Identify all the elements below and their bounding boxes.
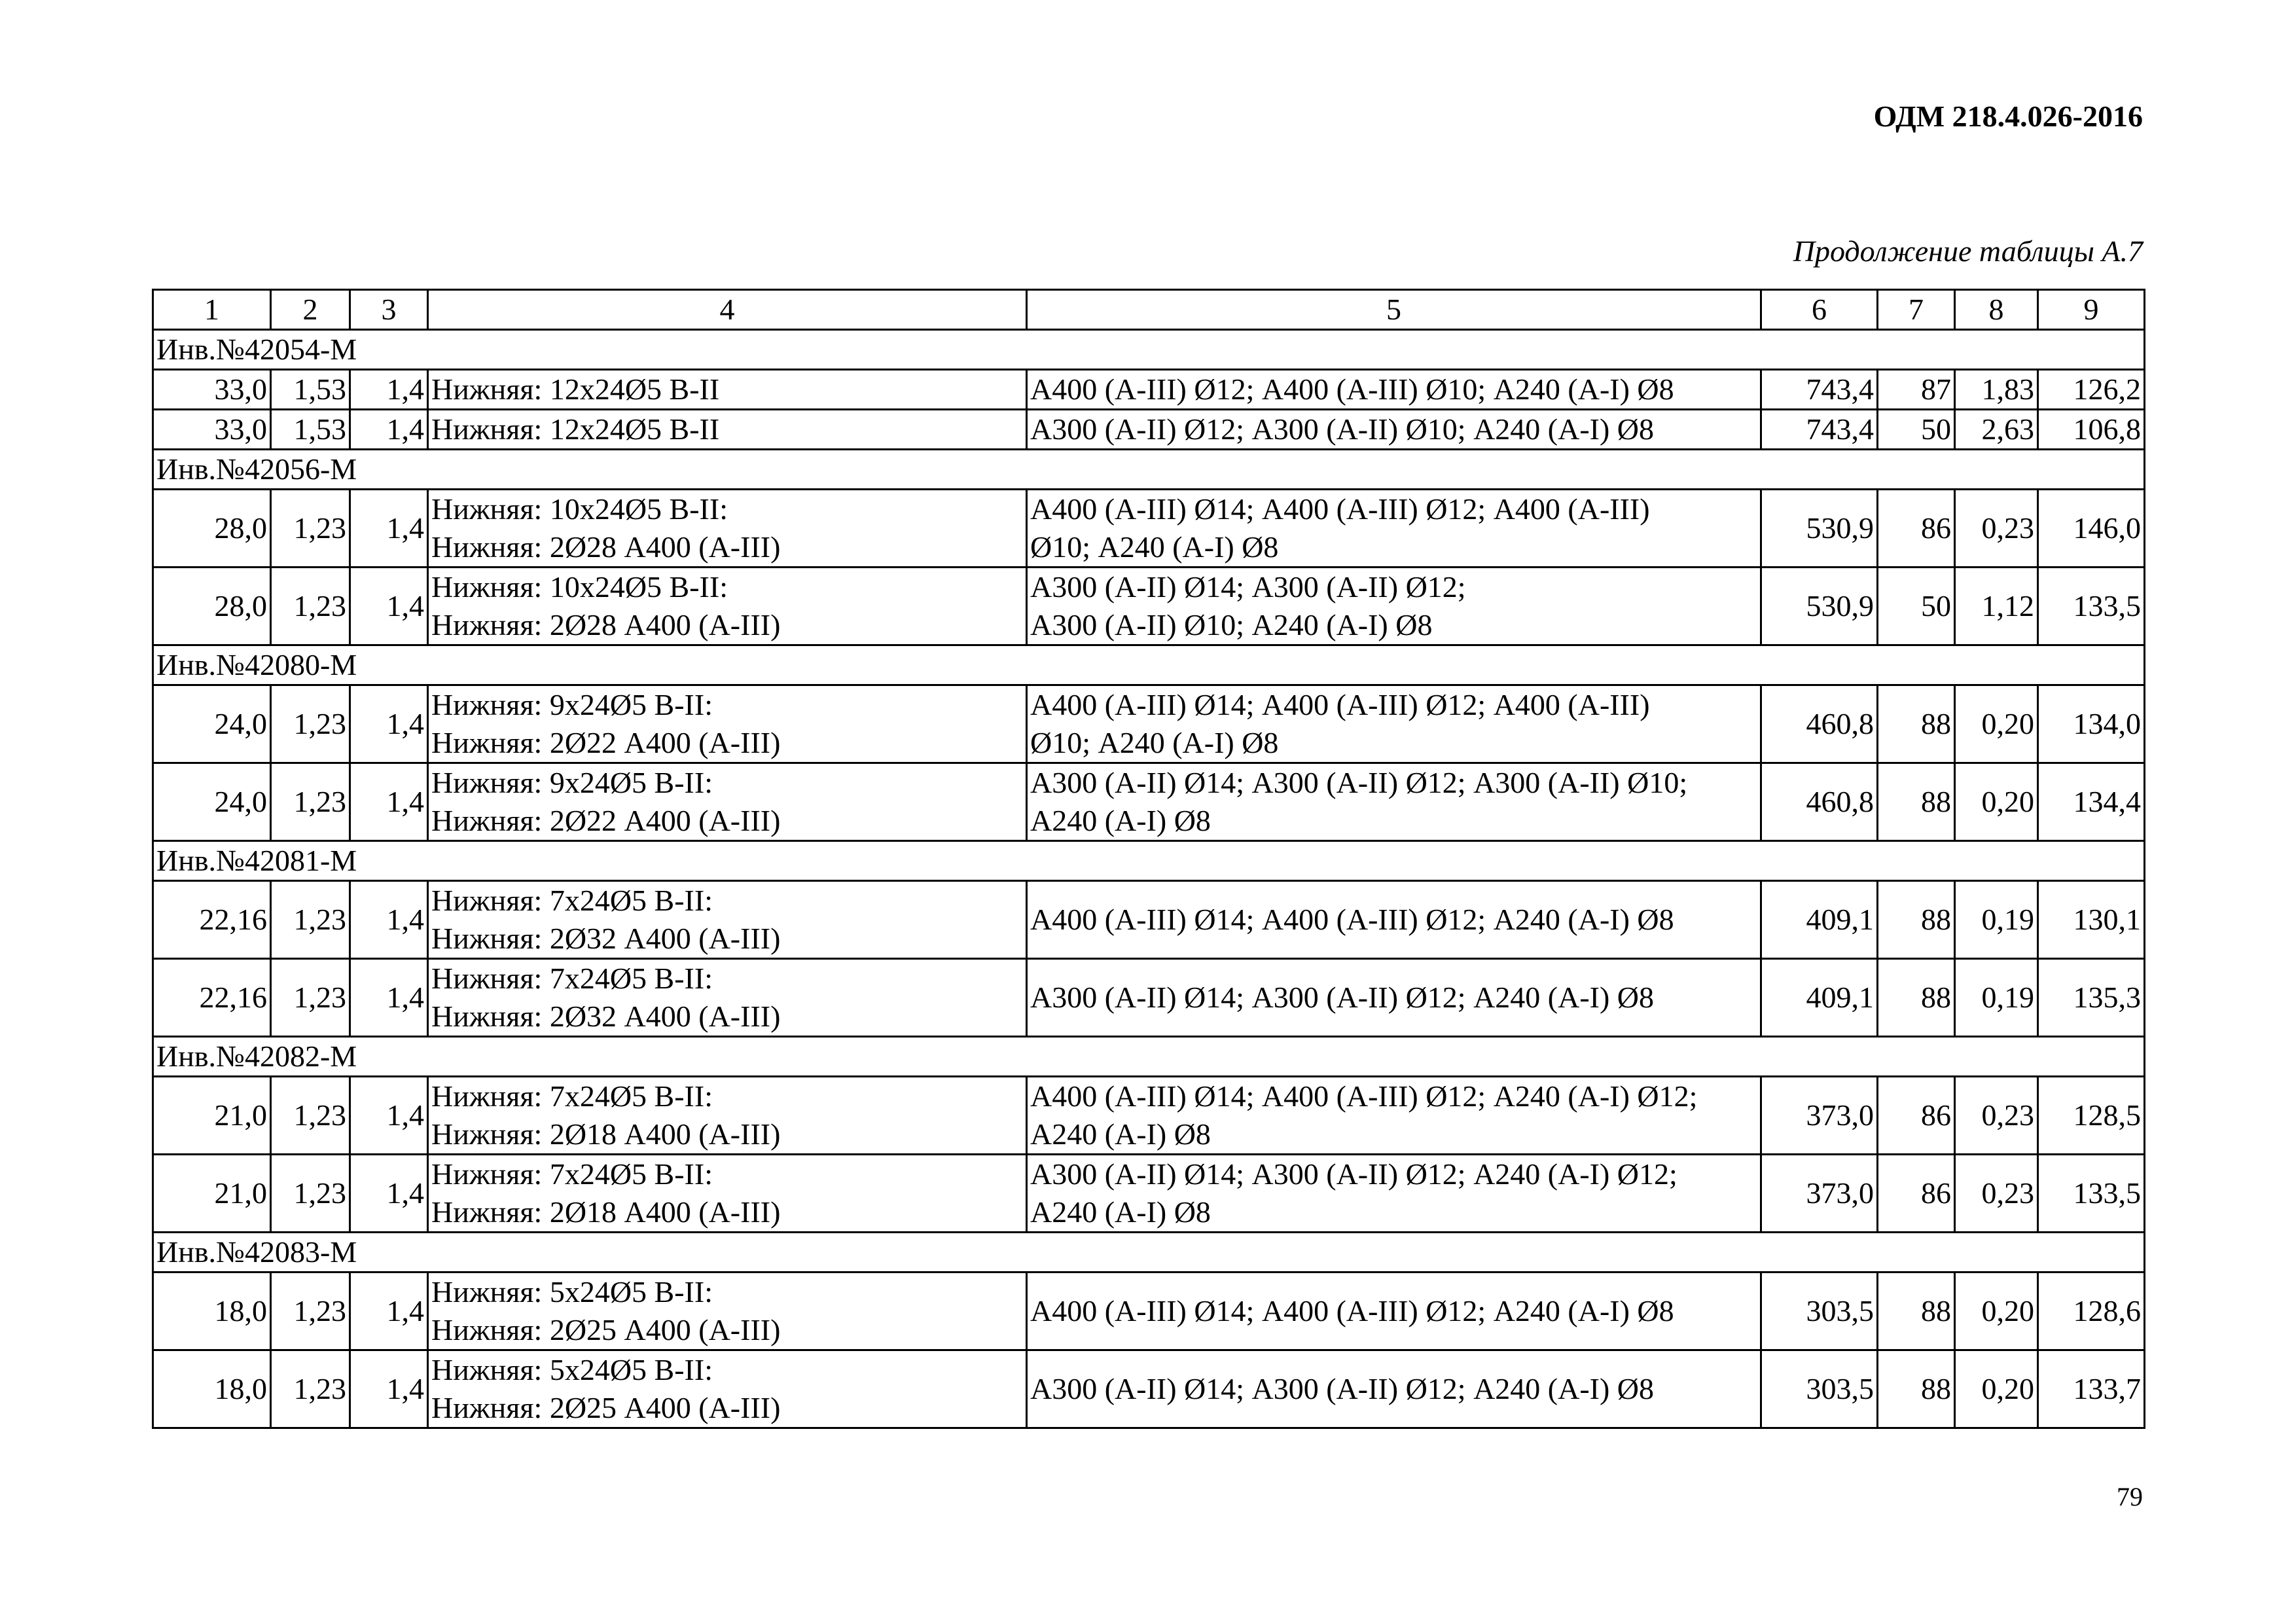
cell-c4 [428,1272,1027,1350]
cell-c3: 1,4 [350,685,428,763]
cell-line: А240 (А-I) Ø8 [1030,1117,1211,1151]
cell-c4 [428,370,1027,410]
cell-c7: 86 [1878,1155,1955,1233]
group-title: Инв.№42081-М [153,841,2145,881]
cell-c6: 409,1 [1761,881,1878,959]
cell-line: А300 (А-II) Ø14; А300 (А-II) Ø12; А240 (А-I) Ø8 [1030,1372,1654,1405]
cell-c1: 22,16 [153,881,271,959]
table-row [153,685,2145,763]
cell-line: Нижняя: 2Ø25 А400 (А-III) [431,1391,781,1424]
group-title: Инв.№42080-М [153,645,2145,685]
group-row [153,1233,2145,1272]
cell-line: Нижняя: 7х24Ø5 В-II: [431,1079,713,1113]
cell-c6: 373,0 [1761,1155,1878,1233]
cell-c9: 106,8 [2038,410,2145,450]
cell-c2: 1,23 [271,1077,350,1155]
column-header: 3 [350,290,428,330]
cell-c6: 460,8 [1761,763,1878,841]
table-row [153,370,2145,410]
cell-c2: 1,53 [271,410,350,450]
cell-line: А300 (А-II) Ø10; А240 (А-I) Ø8 [1030,608,1433,641]
cell-c8: 0,20 [1955,1272,2038,1350]
cell-line: А300 (А-II) Ø12; А300 (А-II) Ø10; А240 (А-I) Ø8 [1030,412,1654,446]
cell-c8: 0,23 [1955,1077,2038,1155]
cell-c3: 1,4 [350,881,428,959]
cell-c1: 24,0 [153,685,271,763]
column-header: 9 [2038,290,2145,330]
cell-c8: 0,20 [1955,685,2038,763]
column-header: 5 [1027,290,1761,330]
cell-line: Нижняя: 2Ø28 А400 (А-III) [431,608,781,641]
cell-c5 [1027,1272,1761,1350]
cell-c1: 33,0 [153,370,271,410]
cell-c5 [1027,685,1761,763]
cell-line: Нижняя: 10х24Ø5 В-II: [431,492,728,526]
cell-c4 [428,410,1027,450]
cell-line: А300 (А-II) Ø14; А300 (А-II) Ø12; А300 (А-II) Ø10; [1030,766,1688,799]
cell-c5 [1027,881,1761,959]
cell-c5 [1027,1077,1761,1155]
cell-c9: 135,3 [2038,959,2145,1037]
cell-c8: 0,19 [1955,881,2038,959]
cell-c5 [1027,1155,1761,1233]
cell-c2: 1,23 [271,568,350,645]
cell-c1: 21,0 [153,1077,271,1155]
table-row [153,1350,2145,1428]
cell-line: Нижняя: 2Ø18 А400 (А-III) [431,1117,781,1151]
cell-c5 [1027,763,1761,841]
header-row [153,290,2145,330]
table-row [153,410,2145,450]
cell-c1: 24,0 [153,763,271,841]
cell-c6: 530,9 [1761,568,1878,645]
cell-line: А300 (А-II) Ø14; А300 (А-II) Ø12; А240 (А-I) Ø8 [1030,981,1654,1014]
cell-c5 [1027,959,1761,1037]
cell-line: Ø10; А240 (А-I) Ø8 [1030,530,1279,564]
cell-c6: 460,8 [1761,685,1878,763]
cell-c7: 87 [1878,370,1955,410]
cell-c7: 88 [1878,763,1955,841]
cell-c5 [1027,410,1761,450]
cell-line: А240 (А-I) Ø8 [1030,804,1211,837]
cell-line: Нижняя: 12х24Ø5 В-II [431,412,720,446]
cell-line: Нижняя: 5х24Ø5 В-II: [431,1353,713,1386]
cell-line: Нижняя: 7х24Ø5 В-II: [431,884,713,917]
group-row [153,1037,2145,1077]
cell-c1: 21,0 [153,1155,271,1233]
cell-c6: 303,5 [1761,1272,1878,1350]
table-body [153,290,2145,1428]
cell-c9: 128,5 [2038,1077,2145,1155]
cell-c3: 1,4 [350,959,428,1037]
cell-c4 [428,1350,1027,1428]
cell-c2: 1,23 [271,1350,350,1428]
cell-c3: 1,4 [350,1077,428,1155]
column-header: 4 [428,290,1027,330]
group-title: Инв.№42082-М [153,1037,2145,1077]
cell-c7: 88 [1878,881,1955,959]
group-title: Инв.№42054-М [153,330,2145,370]
cell-c7: 88 [1878,959,1955,1037]
cell-c8: 0,19 [1955,959,2038,1037]
cell-c9: 128,6 [2038,1272,2145,1350]
cell-c4 [428,763,1027,841]
cell-c5 [1027,568,1761,645]
cell-c3: 1,4 [350,568,428,645]
cell-line: А400 (А-III) Ø14; А400 (А-III) Ø12; А240 (А-I) Ø12; [1030,1079,1698,1113]
cell-c2: 1,23 [271,881,350,959]
table-row [153,568,2145,645]
table-row [153,959,2145,1037]
cell-c3: 1,4 [350,490,428,568]
cell-c9: 126,2 [2038,370,2145,410]
cell-c4 [428,490,1027,568]
cell-c9: 133,7 [2038,1350,2145,1428]
cell-line: Нижняя: 2Ø32 А400 (А-III) [431,922,781,955]
cell-c6: 743,4 [1761,410,1878,450]
cell-c9: 134,4 [2038,763,2145,841]
cell-c6: 373,0 [1761,1077,1878,1155]
cell-c4 [428,1155,1027,1233]
cell-c2: 1,23 [271,685,350,763]
cell-c2: 1,23 [271,763,350,841]
column-header: 8 [1955,290,2038,330]
group-row [153,450,2145,490]
cell-c3: 1,4 [350,370,428,410]
data-table [152,289,2145,1429]
cell-line: Нижняя: 9х24Ø5 В-II: [431,766,713,799]
table-row [153,881,2145,959]
cell-c9: 146,0 [2038,490,2145,568]
cell-c9: 130,1 [2038,881,2145,959]
cell-line: Нижняя: 2Ø25 А400 (А-III) [431,1313,781,1346]
cell-c7: 86 [1878,490,1955,568]
cell-line: Нижняя: 7х24Ø5 В-II: [431,962,713,995]
cell-c8: 2,63 [1955,410,2038,450]
cell-c1: 22,16 [153,959,271,1037]
cell-c8: 0,23 [1955,1155,2038,1233]
cell-c5 [1027,490,1761,568]
cell-line: Нижняя: 2Ø32 А400 (А-III) [431,1000,781,1033]
column-header: 1 [153,290,271,330]
cell-line: А300 (А-II) Ø14; А300 (А-II) Ø12; [1030,570,1466,604]
cell-line: А400 (А-III) Ø14; А400 (А-III) Ø12; А400 (А-III) [1030,688,1650,721]
group-title: Инв.№42056-М [153,450,2145,490]
group-row [153,330,2145,370]
cell-c8: 1,12 [1955,568,2038,645]
cell-c6: 409,1 [1761,959,1878,1037]
cell-line: Нижняя: 2Ø22 А400 (А-III) [431,804,781,837]
cell-c2: 1,23 [271,1155,350,1233]
cell-c2: 1,23 [271,1272,350,1350]
cell-line: А400 (А-III) Ø14; А400 (А-III) Ø12; А240 (А-I) Ø8 [1030,1294,1674,1327]
column-header: 2 [271,290,350,330]
cell-c4 [428,959,1027,1037]
document-code: ОДМ 218.4.026-2016 [1873,99,2143,133]
cell-c9: 134,0 [2038,685,2145,763]
cell-c1: 33,0 [153,410,271,450]
column-header: 7 [1878,290,1955,330]
table-caption: Продолжение таблицы А.7 [1793,234,2143,268]
cell-line: А400 (А-III) Ø12; А400 (А-III) Ø10; А240 (А-I) Ø8 [1030,372,1674,406]
table-row [153,490,2145,568]
cell-c6: 530,9 [1761,490,1878,568]
cell-c7: 88 [1878,1272,1955,1350]
cell-c8: 1,83 [1955,370,2038,410]
cell-line: Нижняя: 12х24Ø5 В-II [431,372,720,406]
cell-c4 [428,1077,1027,1155]
cell-line: Нижняя: 2Ø22 А400 (А-III) [431,726,781,759]
cell-line: Нижняя: 2Ø18 А400 (А-III) [431,1195,781,1229]
cell-c5 [1027,1350,1761,1428]
table-row [153,1077,2145,1155]
cell-c1: 28,0 [153,490,271,568]
cell-c8: 0,20 [1955,1350,2038,1428]
cell-c1: 18,0 [153,1272,271,1350]
cell-line: Нижняя: 5х24Ø5 В-II: [431,1275,713,1308]
cell-c3: 1,4 [350,1350,428,1428]
cell-c6: 303,5 [1761,1350,1878,1428]
cell-c3: 1,4 [350,1155,428,1233]
cell-c9: 133,5 [2038,1155,2145,1233]
cell-c7: 88 [1878,1350,1955,1428]
cell-line: А240 (А-I) Ø8 [1030,1195,1211,1229]
cell-c8: 0,23 [1955,490,2038,568]
cell-c3: 1,4 [350,1272,428,1350]
cell-c5 [1027,370,1761,410]
group-row [153,841,2145,881]
cell-c3: 1,4 [350,763,428,841]
cell-c1: 18,0 [153,1350,271,1428]
cell-line: Нижняя: 7х24Ø5 В-II: [431,1157,713,1191]
cell-line: Нижняя: 9х24Ø5 В-II: [431,688,713,721]
table-row [153,763,2145,841]
cell-c3: 1,4 [350,410,428,450]
cell-c2: 1,23 [271,959,350,1037]
column-header: 6 [1761,290,1878,330]
cell-c4 [428,685,1027,763]
cell-c7: 50 [1878,568,1955,645]
group-title: Инв.№42083-М [153,1233,2145,1272]
cell-line: Нижняя: 2Ø28 А400 (А-III) [431,530,781,564]
cell-c9: 133,5 [2038,568,2145,645]
cell-line: Ø10; А240 (А-I) Ø8 [1030,726,1279,759]
cell-c4 [428,881,1027,959]
cell-c7: 86 [1878,1077,1955,1155]
table-row [153,1272,2145,1350]
cell-c2: 1,53 [271,370,350,410]
cell-line: А400 (А-III) Ø14; А400 (А-III) Ø12; А240 (А-I) Ø8 [1030,903,1674,936]
cell-c6: 743,4 [1761,370,1878,410]
page-number: 79 [2117,1482,2143,1511]
group-row [153,645,2145,685]
cell-line: А300 (А-II) Ø14; А300 (А-II) Ø12; А240 (А-I) Ø12; [1030,1157,1677,1191]
cell-c2: 1,23 [271,490,350,568]
cell-c7: 88 [1878,685,1955,763]
table-row [153,1155,2145,1233]
cell-c7: 50 [1878,410,1955,450]
cell-line: А400 (А-III) Ø14; А400 (А-III) Ø12; А400 (А-III) [1030,492,1650,526]
cell-c4 [428,568,1027,645]
cell-c8: 0,20 [1955,763,2038,841]
cell-line: Нижняя: 10х24Ø5 В-II: [431,570,728,604]
cell-c1: 28,0 [153,568,271,645]
